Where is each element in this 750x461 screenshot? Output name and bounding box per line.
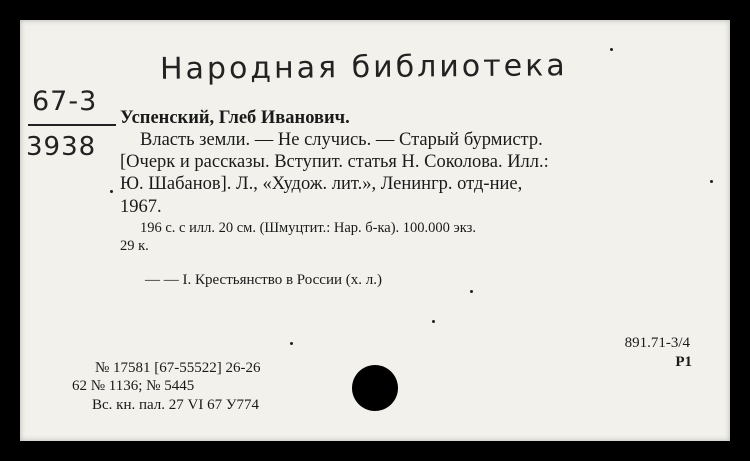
call-number-top: 67-3 [32, 86, 98, 117]
ink-speck [610, 48, 613, 51]
physical-description: 196 с. с илл. 20 см. (Шмуцтит.: Нар. б-ка). 100.000 экз. [140, 220, 476, 236]
call-number-divider [28, 124, 116, 126]
subject-heading: — — I. Крестьянство в России (х. л.) [145, 272, 382, 288]
handwritten-library-name: Народная библиотека [159, 48, 568, 87]
catalog-card [20, 20, 730, 441]
ink-speck [110, 190, 113, 193]
ink-speck [432, 320, 435, 323]
title-line-2: [Очерк и рассказы. Вступит. статья Н. Соколова. Илл.: [120, 152, 549, 172]
price: 29 к. [120, 238, 149, 254]
ink-speck [290, 342, 293, 345]
author-heading: Успенский, Глеб Иванович. [120, 108, 350, 128]
title-line-1: Власть земли. — Не случись. — Старый бурмистр. [140, 130, 543, 150]
registration-numbers: № 17581 [67-55522] 26-26 [95, 360, 261, 376]
classification-number: 891.71-3/4 [624, 335, 690, 351]
ink-speck [470, 290, 473, 293]
classification-mark: Р1 [675, 354, 692, 370]
chamber-note: Вс. кн. пал. 27 VI 67 У774 [92, 397, 259, 413]
imprint-year: 1967. [120, 197, 162, 217]
ink-speck [710, 180, 713, 183]
call-number-bottom: 3938 [26, 132, 97, 162]
card-numbers: 62 № 1136; № 5445 [72, 378, 195, 394]
punch-hole [352, 365, 398, 411]
imprint-line: Ю. Шабанов]. Л., «Худож. лит.», Ленингр. отд-ние, [120, 174, 523, 194]
